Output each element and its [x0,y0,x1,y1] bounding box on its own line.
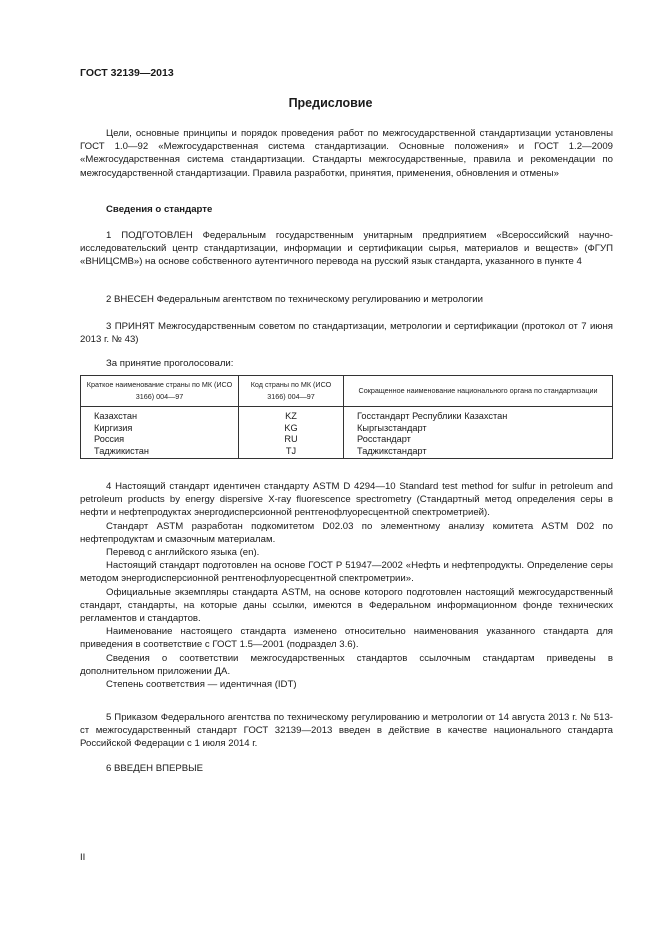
table-header-code: Код страны по МК (ИСО 3166) 004—97 [239,376,344,407]
table-row [81,434,613,446]
intro-paragraph [80,127,613,180]
country-cell: Таджикистан [81,446,239,459]
item-6-text: 6 ВВЕДЕН ВПЕРВЫЕ [106,763,204,774]
item-4-translation: Перевод с английского языка (en). [106,547,260,559]
item-4-text: 4 Настоящий стандарт идентичен стандарту ASTM D 4294—10 Standard test method for sulfur in petroleum and petroleum products by energy dispersive X-ray fluorescence spectrometry (Стандартный метод определения серы в нефти и нефтепродуктах энергодисперсионной рентгенофлуоресцентной спектрометрией). [80,481,613,519]
item-5 [80,711,613,751]
item-5-text: 5 Приказом Федерального агентства по техническому регулированию и метрологии от 14 августа 2013 г. № 513-ст межгосударственный стандарт ГОСТ 32139—2013 введен в действие в качестве национального стандарта Российской Федерации с 1 июля 2014 г. [80,712,613,750]
item-4-degree: Степень соответствия — идентичная (IDT) [106,679,297,691]
item-3 [80,320,613,346]
section-title: Сведения о стандарте [106,204,213,215]
body-cell: Кыргызстандарт [344,423,613,435]
document-header-code: ГОСТ 32139—2013 [80,67,174,79]
item-4-references: Сведения о соответствии межгосударственных стандартов ссылочным стандартам приведены в дополнительном приложении ДА. [80,652,613,677]
item-4-name-change: Наименование настоящего стандарта изменено относительно наименования указанного стандарта для приведения в соответствие с ГОСТ 1.5—2001 (подраздел 3.6). [80,626,613,651]
item-6 [80,762,613,775]
voted-text: За принятие проголосовали: [106,358,234,369]
body-cell: Госстандарт Республики Казахстан [344,407,613,423]
item-4-basis: Настоящий стандарт подготовлен на основе ГОСТ Р 51947—2002 «Нефть и нефтепродукты. Определение серы методом энергодисперсионной рентгенофлуоресцентной спектрометрии». [80,560,613,585]
table-row [81,446,613,459]
item-1 [80,229,613,269]
body-cell: Росстандарт [344,434,613,446]
table-row [81,407,613,423]
item-4-developer: Стандарт ASTM разработан подкомитетом D02.03 по элементному анализу комитета ASTM D02 по нефтепродуктам и смазочным материалам. [80,520,613,545]
item-1-text: 1 ПОДГОТОВЛЕН Федеральным государственным унитарным предприятием «Всероссийский научно-исследовательский центр стандартизации, информации и сертификации сырья, материалов и веществ» (ФГУП «ВНИЦСМВ») на основе собственного аутентичного перевода на русский язык стандарта, указанного в пункте 4 [80,230,613,268]
page-number: II [80,852,86,863]
code-cell: RU [239,434,344,446]
item-3-text: 3 ПРИНЯТ Межгосударственным советом по стандартизации, метрологии и сертификации (протокол от 7 июня 2013 г. № 43) [80,321,613,346]
page-title: Предисловие [288,96,373,110]
item-2 [80,293,613,306]
code-cell: TJ [239,446,344,459]
table-header-country: Краткое наименование страны по МК (ИСО 3166) 004—97 [81,376,239,407]
voted-line [80,357,613,370]
country-cell: Россия [81,434,239,446]
member-states-table [80,375,613,459]
item-4-copies: Официальные экземпляры стандарта ASTM, на основе которого подготовлен настоящий межгосударственный стандарт, стандарты, на которые даны ссылки, имеются в Федеральном информационном фонде технических регламентов и стандартов. [80,586,613,625]
code-cell: KZ [239,407,344,423]
body-cell: Таджикстандарт [344,446,613,459]
table-header-body: Сокращенное наименование национального органа по стандартизации [344,376,613,407]
intro-text: Цели, основные принципы и порядок проведения работ по межгосударственной стандартизации установлены ГОСТ 1.0—92 «Межгосударственная система стандартизации. Основные положения» и ГОСТ 1.2—2009 «Межгосударственная система стандартизации. Стандарты межгосударственные, правила и рекомендации по межгосударственной стандартизации. Правила разработки, принятия, применения, обновления и отмены» [80,128,613,179]
country-cell: Казахстан [81,407,239,423]
country-cell: Киргизия [81,423,239,435]
item-2-text: 2 ВНЕСЕН Федеральным агентством по техническому регулированию и метрологии [106,294,484,305]
table-row [81,423,613,435]
code-cell: KG [239,423,344,435]
table-header-row [81,376,613,407]
item-4 [80,480,613,691]
